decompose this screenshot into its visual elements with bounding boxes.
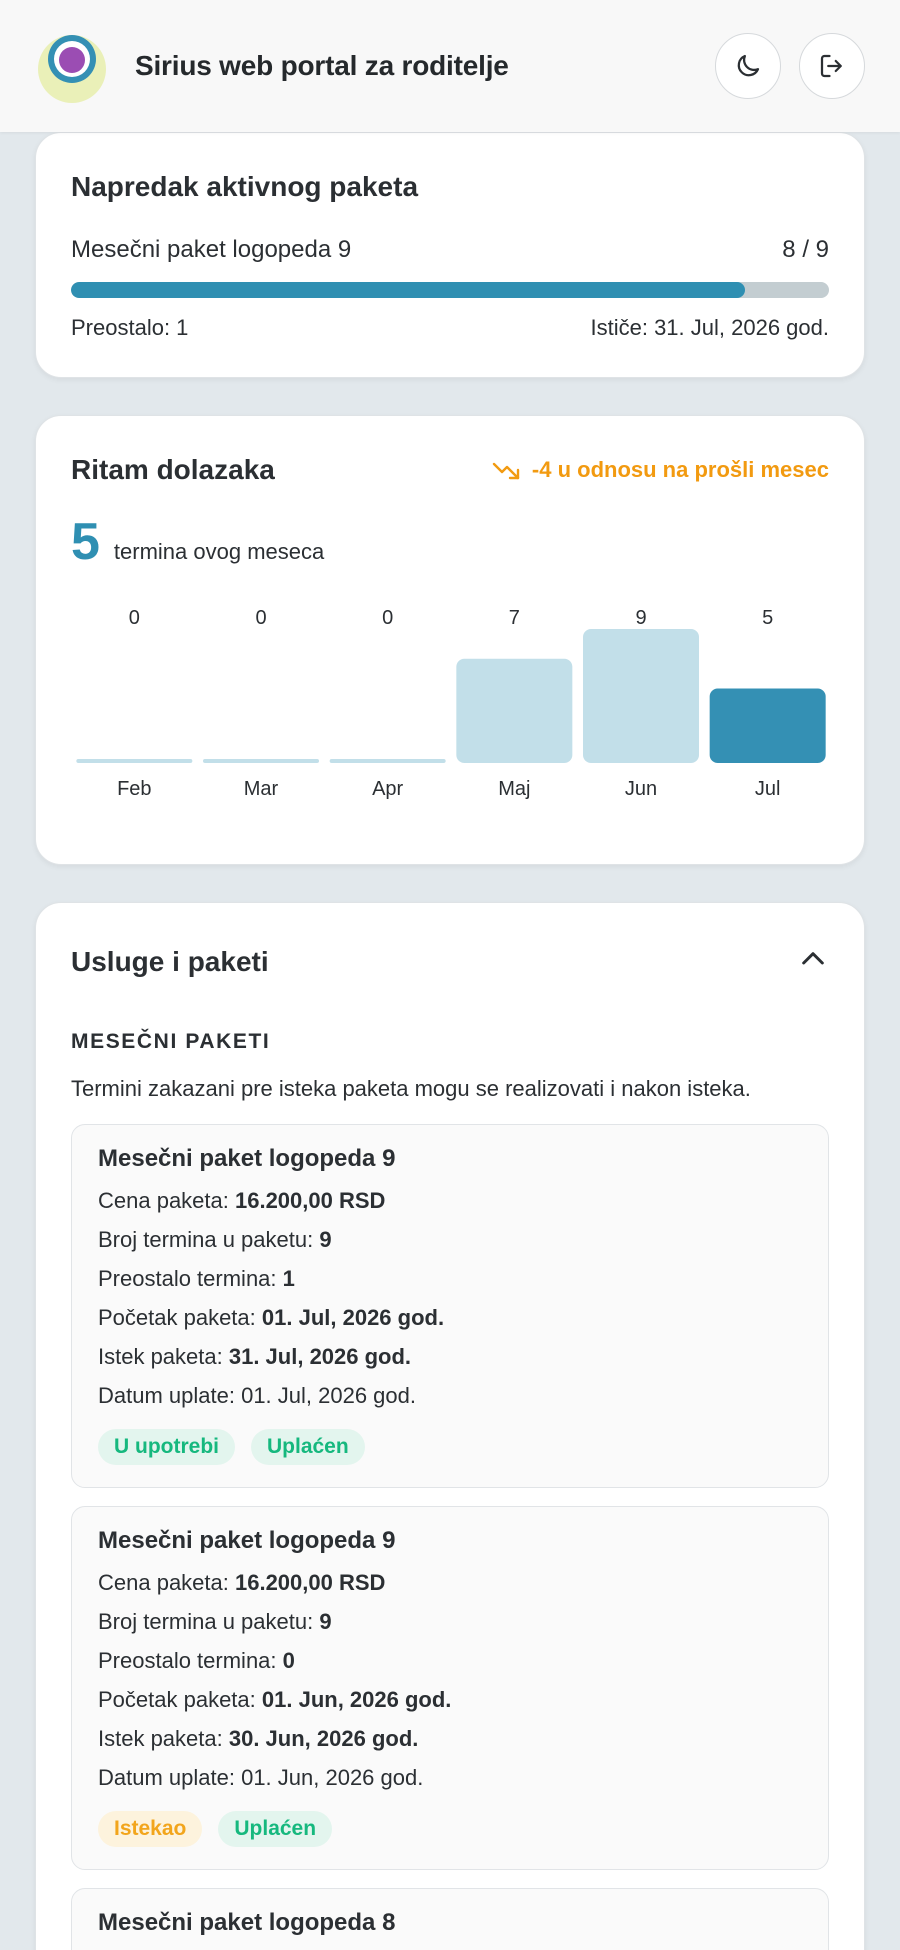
- package-start: Početak paketa: 01. Jul, 2026 god.: [98, 1305, 445, 1330]
- package-name: Mesečni paket logopeda 8: [98, 1909, 396, 1936]
- app-logo: [35, 29, 109, 103]
- chart-bar-jun: [583, 629, 699, 763]
- package-session-count: Broj termina u paketu: 9: [98, 1609, 332, 1634]
- chart-category-label: Jun: [624, 778, 658, 800]
- moon-icon: [733, 51, 763, 81]
- month-count-label: termina ovog meseca: [113, 539, 325, 564]
- package-start: Početak paketa: 01. Jun, 2026 god.: [98, 1687, 452, 1712]
- theme-toggle-button[interactable]: [715, 33, 781, 99]
- attendance-bar-chart: [71, 588, 831, 808]
- chart-bar-maj: [456, 659, 572, 763]
- package-name: Mesečni paket logopeda 9: [98, 1145, 396, 1172]
- rhythm-card-title: Ritam dolazaka: [71, 454, 275, 485]
- attendance-chart: [71, 588, 829, 808]
- services-card: [35, 902, 865, 1950]
- package-remaining: Preostalo termina: 0: [98, 1648, 295, 1673]
- payment-badge: Uplaćen: [251, 1429, 365, 1465]
- chart-value-label: 0: [382, 607, 394, 629]
- package-item: [71, 1506, 829, 1870]
- chart-value-label: 5: [762, 607, 774, 629]
- package-session-count: Broj termina u paketu: 9: [98, 1227, 332, 1252]
- chevron-up-icon: [797, 943, 829, 975]
- expiry-text: Ističe: 31. Jul, 2026 god.: [590, 315, 829, 340]
- chart-value-label: 0: [255, 607, 267, 629]
- chart-category-label: Mar: [243, 778, 279, 800]
- package-end: Istek paketa: 31. Jul, 2026 god.: [98, 1344, 412, 1369]
- chart-bar-jul: [710, 689, 826, 763]
- active-package-name: Mesečni paket logopeda 9: [71, 236, 352, 263]
- status-badge: Istekao: [98, 1811, 202, 1847]
- month-count: 5: [71, 513, 100, 571]
- attendance-rhythm-card: [35, 415, 865, 865]
- progress-card-title: Napredak aktivnog paketa: [71, 171, 419, 202]
- services-header[interactable]: [71, 943, 829, 980]
- package-item: [71, 1124, 829, 1488]
- used-count: 8 / 9: [782, 236, 829, 263]
- chart-category-label: Feb: [117, 778, 152, 800]
- chart-bar-apr: [330, 759, 446, 763]
- chart-value-label: 0: [128, 607, 140, 629]
- trend-down-icon: [492, 459, 522, 481]
- progress-bar: [71, 282, 829, 298]
- status-badge: U upotrebi: [98, 1429, 235, 1465]
- package-progress-card: [35, 132, 865, 378]
- trend-indicator: [492, 457, 829, 483]
- trend-text: -4 u odnosu na prošli mesec: [531, 457, 829, 482]
- package-paid-date: Datum uplate: 01. Jun, 2026 god.: [98, 1765, 424, 1790]
- chart-bar-feb: [76, 759, 192, 763]
- package-price: Cena paketa: 16.200,00 RSD: [98, 1570, 386, 1595]
- packages-note: Termini zakazani pre isteka paketa mogu se realizovati i nakon isteka.: [71, 1076, 751, 1101]
- chart-category-label: Jul: [754, 778, 781, 800]
- remaining-text: Preostalo: 1: [71, 315, 189, 340]
- package-item: [71, 1888, 829, 1950]
- monthly-packages-label: MESEČNI PAKETI: [71, 1030, 271, 1053]
- app-header: [0, 0, 900, 132]
- chart-bar-mar: [203, 759, 319, 763]
- package-paid-date: Datum uplate: 01. Jul, 2026 god.: [98, 1383, 416, 1408]
- chart-category-label: Apr: [372, 778, 404, 800]
- services-title: Usluge i paketi: [71, 945, 269, 977]
- payment-badge: Uplaćen: [218, 1811, 332, 1847]
- package-remaining: Preostalo termina: 1: [98, 1266, 295, 1291]
- package-end: Istek paketa: 30. Jun, 2026 god.: [98, 1726, 419, 1751]
- logout-button[interactable]: [799, 33, 865, 99]
- logout-icon: [817, 51, 847, 81]
- package-price: Cena paketa: 16.200,00 RSD: [98, 1188, 386, 1213]
- chart-value-label: 9: [635, 607, 647, 629]
- chart-value-label: 7: [508, 607, 520, 629]
- package-name: Mesečni paket logopeda 9: [98, 1527, 396, 1554]
- app-title: Sirius web portal za roditelje: [135, 50, 509, 81]
- collapse-button[interactable]: [797, 943, 829, 980]
- chart-category-label: Maj: [498, 778, 531, 800]
- progress-bar-fill: [71, 282, 745, 298]
